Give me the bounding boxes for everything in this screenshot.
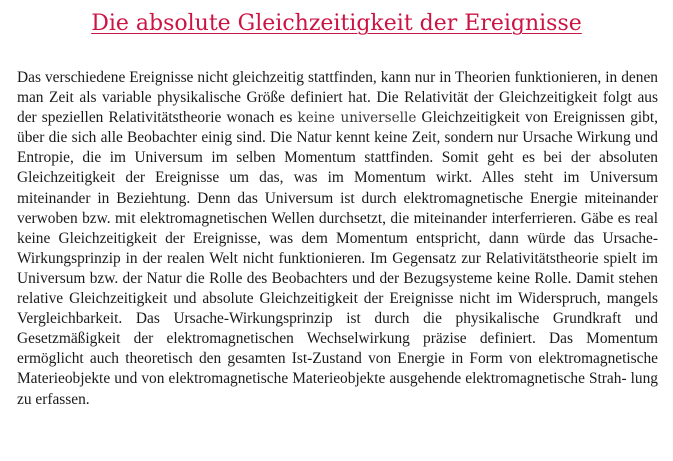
paragraph-text-rest: Gleichzeitigkeit von Ereignissen gibt, über die sich alle Beobachter einig sind. Die Natur kennt keine Zeit, sondern nur Ursache Wirkung und Entropie, die im Universum im selben Momentum stattfinden. Somit geht es bei der absoluten Gleichzeitigkeit der Ereignisse um das, was im Momentum wirkt. Alles steht im Universum miteinander in Beziehtung. Denn das Universum ist durch elektromagnetische Energie miteinander verwoben bzw. mit elektromagnetischen Wellen durchsetzt, die miteinander interferrieren. Gäbe es real keine Gleichzeitigkeit der Ereignisse, was dem Momentum entspricht, dann würde das Ursache-Wirkungsprinzip in der realen Welt nicht funktionieren. Im Gegensatz zur Relativitätstheorie spielt im Universum bzw. der Natur die Rolle des Beobachters und der Bezugsysteme keine Rolle. Damit stehen relative Gleichzeitigkeit und absolute Gleichzeitigkeit der Ereignisse nicht im Widerspruch, mangels Vergleichbarkeit. Das Ursache-Wirkungsprinzip ist durch die physikalische Grundkraft und Gesetzmäßigkeit der elektromagnetischen Wechselwirkung präzise definiert. Das Momentum ermöglicht auch theoretisch den gesamten Ist-Zustand von Energie in Form von elektromagnetische Materieobjekte und von elektromagnetische Materieobjekte ausgehende elektromagnetische Strah- lung zu erfassen. <box>17 109 658 408</box>
highlighted-phrase: keine universelle <box>297 110 417 127</box>
body-paragraph <box>17 68 658 410</box>
paragraph-text-start: Das verschiedene Ereignisse nicht gleichzeitig stattfinden, kann nur in Theorien funktionieren, in denen man Zeit als variable physikalische Größe definiert hat. Die Relativität der Gleichzeitigkeit folgt aus der speziellen Relativitätstheorie wonach es <box>17 69 658 127</box>
page-title[interactable]: Die absolute Gleichzeitigkeit der Ereignisse <box>91 11 582 36</box>
